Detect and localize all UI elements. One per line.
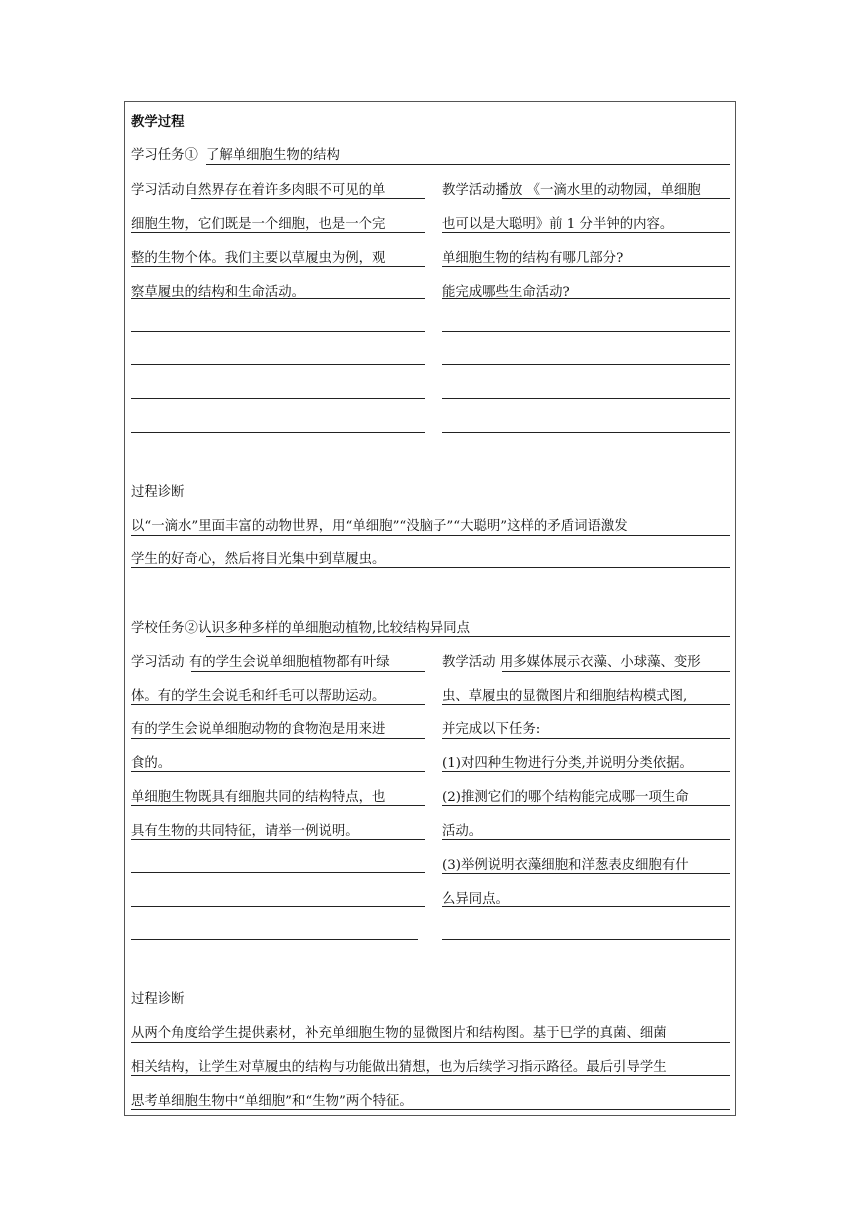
task1-learn-line-4: 察草履虫的结构和生命活动。 bbox=[131, 285, 306, 300]
underline bbox=[442, 232, 730, 233]
task1-teach-line-3: 单细胞生物的结构有哪几部分? bbox=[442, 251, 624, 266]
section-heading: 教学过程 bbox=[131, 114, 185, 130]
underline bbox=[502, 198, 730, 199]
underline bbox=[131, 232, 425, 233]
underline bbox=[442, 839, 730, 840]
task2-teach-line-5: (2)推测它们的哪个结构能完成哪一项生命 bbox=[442, 790, 689, 805]
task2-teach-line-6: 活动。 bbox=[442, 824, 483, 839]
task1-learn-line-3: 整的生物个体。我们主要以草履虫为例，观 bbox=[131, 251, 386, 266]
underline bbox=[191, 198, 425, 199]
underline bbox=[131, 1042, 730, 1043]
diag2-line-2: 相关结构，让学生对草履虫的结构与功能做出猜想，也为后续学习指示路径。最后引导学生 bbox=[131, 1060, 667, 1075]
diag1-line-1: 以“一滴水”里面丰富的动物世界，用“单细胞”“没脑子”“大聪明”这样的矛盾词语激发 bbox=[131, 519, 628, 534]
task1-learn-line-1: 学习活动自然界存在着许多肉眼不可见的单 bbox=[131, 183, 386, 198]
task2-learn-line-5: 单细胞生物既具有细胞共同的结构特点，也 bbox=[131, 790, 386, 805]
blank-line bbox=[442, 398, 730, 399]
underline bbox=[131, 535, 730, 536]
task2-learn-line-4: 食的。 bbox=[131, 756, 172, 771]
blank-line bbox=[131, 432, 425, 433]
task1-title-body: 了解单细胞生物的结构 bbox=[206, 148, 340, 163]
underline bbox=[131, 771, 425, 772]
task1-teach-line-1: 教学活动播放 《一滴水里的动物园，单细胞 bbox=[442, 183, 701, 198]
underline bbox=[206, 164, 730, 165]
blank-line bbox=[131, 939, 418, 940]
task2-learn-line-1: 学习活动 有的学生会说单细胞植物都有叶绿 bbox=[131, 655, 390, 670]
task2-learn-line-6: 具有生物的共同特征，请举一例说明。 bbox=[131, 824, 359, 839]
underline bbox=[442, 298, 730, 299]
blank-line bbox=[131, 872, 425, 873]
task2-title: 学校任务②认识多种多样的单细胞动植物,比较结构异同点 bbox=[131, 621, 471, 636]
task1-teach-line-2: 也可以是大聪明》前 1 分半钟的内容。 bbox=[442, 217, 674, 232]
task2-teach-line-1: 教学活动 用多媒体展示衣藻、小球藻、变形 bbox=[442, 655, 701, 670]
task2-teach-line-3: 并完成以下任务: bbox=[442, 722, 541, 737]
task2-learn-line-2: 体。有的学生会说毛和纤毛可以帮助运动。 bbox=[131, 689, 386, 704]
blank-line bbox=[442, 364, 730, 365]
diag1-label: 过程诊断 bbox=[131, 485, 185, 500]
diag2-label: 过程诊断 bbox=[131, 992, 185, 1007]
blank-line bbox=[131, 331, 425, 332]
underline bbox=[442, 704, 730, 705]
task1-title-prefix: 学习任务① bbox=[131, 148, 198, 163]
underline bbox=[442, 906, 730, 907]
underline bbox=[131, 266, 425, 267]
underline bbox=[131, 298, 425, 299]
underline bbox=[442, 873, 730, 874]
task2-teach-line-4: (1)对四种生物进行分类,并说明分类依据。 bbox=[442, 756, 693, 771]
underline bbox=[442, 805, 730, 806]
task2-learn-line-3: 有的学生会说单细胞动物的食物泡是用来进 bbox=[131, 722, 386, 737]
underline bbox=[131, 1075, 730, 1076]
underline bbox=[442, 266, 730, 267]
task2-teach-line-8: 么异同点。 bbox=[442, 892, 509, 907]
diag2-line-3: 思考单细胞生物中“单细胞”和“生物”两个特征。 bbox=[131, 1094, 413, 1109]
underline bbox=[131, 805, 425, 806]
blank-line bbox=[442, 331, 730, 332]
underline bbox=[191, 671, 425, 672]
blank-line bbox=[442, 939, 730, 940]
diag1-line-2: 学生的好奇心，然后将目光集中到草履虫。 bbox=[131, 552, 386, 567]
diag2-line-1: 从两个角度给学生提供素材，补充单细胞生物的显微图片和结构图。基于巳学的真菌、细菌 bbox=[131, 1026, 667, 1041]
underline bbox=[442, 771, 730, 772]
underline bbox=[131, 704, 425, 705]
task2-teach-line-7: (3)举例说明衣藻细胞和洋葱表皮细胞有什 bbox=[442, 858, 689, 873]
underline bbox=[131, 839, 425, 840]
task2-teach-line-2: 虫、草履虫的显微图片和细胞结构模式图, bbox=[442, 689, 688, 704]
underline bbox=[442, 738, 730, 739]
underline bbox=[131, 738, 425, 739]
underline bbox=[206, 636, 730, 637]
underline bbox=[502, 671, 730, 672]
blank-line bbox=[442, 432, 730, 433]
blank-line bbox=[131, 364, 425, 365]
blank-line bbox=[131, 906, 425, 907]
task1-learn-line-2: 细胞生物，它们既是一个细胞，也是一个完 bbox=[131, 217, 386, 232]
task1-teach-line-4: 能完成哪些生命活动? bbox=[442, 285, 570, 300]
underline bbox=[131, 567, 730, 568]
underline bbox=[131, 1109, 730, 1110]
blank-line bbox=[131, 398, 425, 399]
